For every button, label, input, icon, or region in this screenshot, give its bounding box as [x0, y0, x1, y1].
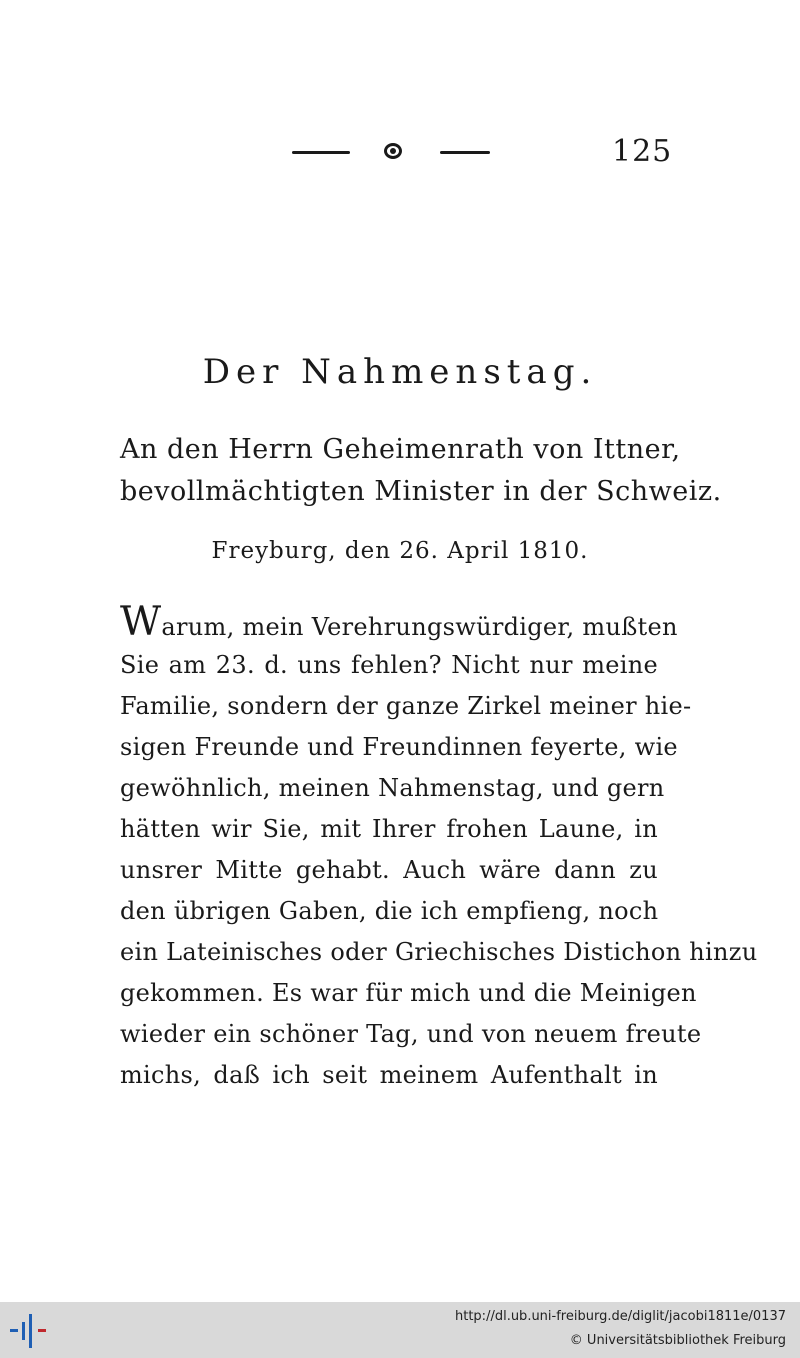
header-rule-right	[440, 151, 490, 154]
chapter-title: Der Nahmenstag.	[202, 352, 598, 392]
page-number: 125	[612, 134, 673, 169]
body-line-9: ein Lateinisches oder Griechisches Distichon hinzu	[120, 938, 758, 966]
copyright-notice: © Universitätsbibliothek Freiburg	[569, 1333, 786, 1348]
body-line-1	[120, 599, 678, 645]
body-line-5: gewöhnlich, meinen Nahmenstag, und gern	[120, 774, 665, 802]
dedication-line-1: An den Herrn Geheimenrath von Ittner,	[120, 434, 681, 465]
body-line-3: Familie, sondern der ganze Zirkel meiner hie-	[120, 692, 692, 720]
logo-left-dash	[10, 1329, 18, 1332]
permalink-url[interactable]: http://dl.ub.uni-freiburg.de/diglit/jacobi1811e/0137	[455, 1309, 786, 1324]
body-line-8: den übrigen Gaben, die ich empfieng, noch	[120, 897, 659, 925]
viewer-footer	[0, 1302, 800, 1358]
logo-bar-tall	[29, 1314, 32, 1348]
body-line-7: unsrer Mitte gehabt. Auch wäre dann zu	[120, 856, 658, 884]
body-line-12: michs, daß ich seit meinem Aufenthalt in	[120, 1061, 658, 1089]
header-rule-left	[292, 151, 350, 154]
logo-right-dash	[38, 1329, 46, 1332]
header-ornament-icon	[384, 143, 402, 159]
body-line-11: wieder ein schöner Tag, und von neuem freute	[120, 1020, 702, 1048]
dedication-line-2: bevollmächtigten Minister in der Schweiz.	[120, 476, 722, 507]
library-logo-icon[interactable]	[8, 1312, 52, 1350]
body-line-4: sigen Freunde und Freundinnen feyerte, wie	[120, 733, 678, 761]
body-line-2: Sie am 23. d. uns fehlen? Nicht nur meine	[120, 651, 658, 679]
place-date-line: Freyburg, den 26. April 1810.	[211, 538, 589, 564]
logo-bar-short	[22, 1322, 25, 1340]
body-line-10: gekommen. Es war für mich und die Meinigen	[120, 979, 697, 1007]
drop-initial: W	[120, 599, 162, 645]
body-line-1-text: arum, mein Verehrungswürdiger, mußten	[161, 613, 678, 641]
body-line-6: hätten wir Sie, mit Ihrer frohen Laune, in	[120, 815, 658, 843]
